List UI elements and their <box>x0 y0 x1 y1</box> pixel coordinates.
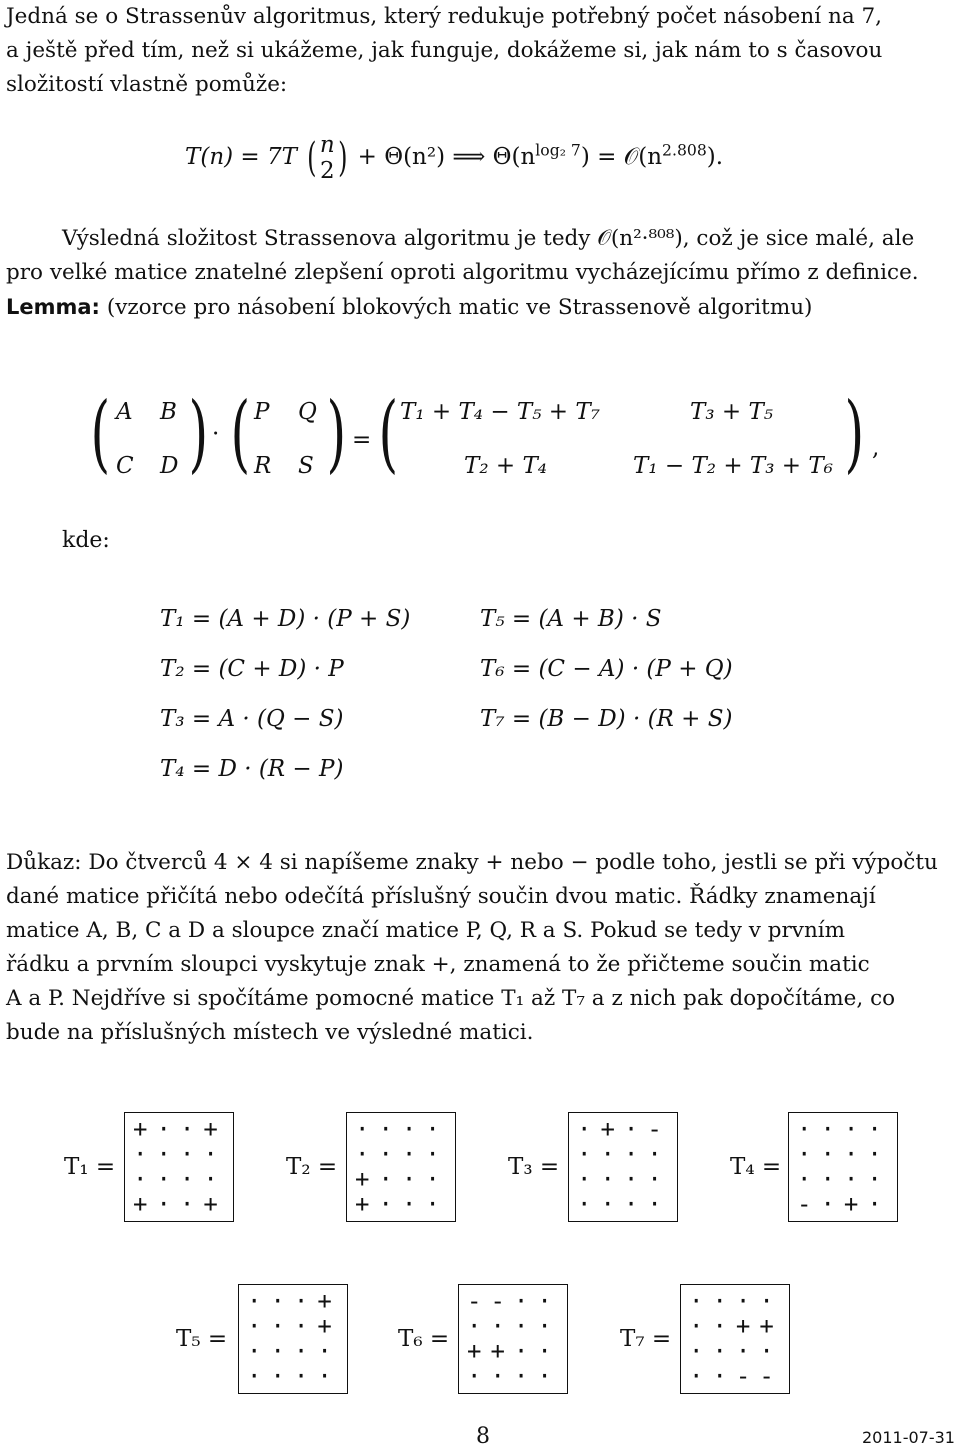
grid-row: ··-- <box>689 1362 783 1390</box>
sign-grid-t4 <box>788 1112 898 1222</box>
grid-row: -·+· <box>797 1190 891 1218</box>
grid-row: +··· <box>355 1165 449 1193</box>
kde-label: kde: <box>62 528 110 553</box>
left-paren: ( <box>307 135 317 181</box>
matrix-right-paren: ) <box>844 384 865 482</box>
sign-grid-t1 <box>124 1112 234 1222</box>
matrix-left-paren: ( <box>378 384 399 482</box>
recurrence-rest: + Θ(n²) ⟹ Θ(n <box>357 144 536 170</box>
right-paren: ) <box>337 135 348 181</box>
matrix-a-cell: A <box>116 399 133 425</box>
grid-row: ···· <box>247 1337 341 1365</box>
grid-row: ···· <box>133 1140 227 1168</box>
grid-row: +··+ <box>133 1190 227 1218</box>
grid-label-t5: T₅ = <box>176 1326 228 1352</box>
matrix-a-cell: C <box>116 453 134 479</box>
trailing-comma: , <box>872 435 880 461</box>
result-cell: T₂ + T₄ <box>464 453 548 479</box>
recurrence-end: ). <box>706 144 724 170</box>
lemma <box>6 290 956 325</box>
sign-grid-t5 <box>238 1284 348 1394</box>
proof-paragraph <box>6 846 956 1050</box>
grid-row: ···· <box>797 1115 891 1143</box>
grid-row: ···· <box>577 1165 671 1193</box>
matrix-right-paren: ) <box>326 384 347 482</box>
equals-sign: = <box>352 427 372 453</box>
grid-label-t3: T₃ = <box>508 1154 560 1180</box>
recurrence-lhs: T(n) = 7T <box>185 144 297 170</box>
sign-grid-t7 <box>680 1284 790 1394</box>
matrix-right-paren: ) <box>188 384 209 482</box>
log-exponent: log₂ 7 <box>535 140 581 160</box>
summary-line: pro velké matice znatelné zlepšení oproti algoritmu vycházejícímu přímo z definice. <box>6 260 919 285</box>
definition-t4: T₄ = D · (R − P) <box>160 756 344 782</box>
recurrence-tail: ) = 𝒪(n <box>580 144 663 170</box>
grid-label-t1: T₁ = <box>64 1154 116 1180</box>
multiply-dot: · <box>212 421 220 447</box>
grid-row: --·· <box>467 1287 561 1315</box>
definition-t3: T₃ = A · (Q − S) <box>160 706 344 732</box>
footer-date: 2011-07-31 <box>862 1428 955 1447</box>
sign-grid-t2 <box>346 1112 456 1222</box>
intro-line: složitostí vlastně pomůže: <box>6 72 288 97</box>
proof-line: řádku a prvním sloupci vyskytuje znak +, znamená to že přičteme součin matic <box>6 952 870 977</box>
grid-label-t4: T₄ = <box>730 1154 782 1180</box>
grid-row: ···· <box>577 1140 671 1168</box>
result-cell: T₁ − T₂ + T₃ + T₆ <box>633 453 833 479</box>
proof-line: matice A, B, C a D a sloupce značí matice P, Q, R a S. Pokud se tedy v prvním <box>6 918 846 943</box>
result-cell: T₃ + T₅ <box>690 399 774 425</box>
definition-t7: T₇ = (B − D) · (R + S) <box>480 706 733 732</box>
matrix-a-cell: D <box>160 453 179 479</box>
definition-t1: T₁ = (A + D) · (P + S) <box>160 606 411 632</box>
fraction-numerator: n <box>319 132 335 158</box>
matrix-b-cell: P <box>254 399 270 425</box>
grid-label-t2: T₂ = <box>286 1154 338 1180</box>
definition-t5: T₅ = (A + B) · S <box>480 606 662 632</box>
page-number: 8 <box>476 1424 490 1449</box>
grid-row: ···· <box>133 1165 227 1193</box>
grid-row: +··· <box>355 1190 449 1218</box>
fraction <box>320 132 335 184</box>
intro-paragraph <box>6 0 956 102</box>
recurrence-equation <box>185 132 723 184</box>
grid-row: ···· <box>247 1362 341 1390</box>
matrix-b-cell: R <box>254 453 272 479</box>
grid-label-t6: T₆ = <box>398 1326 450 1352</box>
lemma-text: (vzorce pro násobení blokových matic ve Strassenově algoritmu) <box>106 295 813 320</box>
lemma-label: Lemma: <box>6 295 100 319</box>
matrix-left-paren: ( <box>230 384 251 482</box>
grid-row: ···· <box>467 1362 561 1390</box>
matrix-b-cell: S <box>298 453 314 479</box>
tail-exponent: 2.808 <box>662 140 707 160</box>
proof-line: bude na příslušných místech ve výsledné matici. <box>6 1020 534 1045</box>
summary-paragraph <box>6 222 956 290</box>
proof-line: Důkaz: Do čtverců 4 × 4 si napíšeme znaky + nebo − podle toho, jestli se při výpočtu <box>6 850 938 875</box>
proof-line: A a P. Nejdříve si spočítáme pomocné matice T₁ až T₇ a z nich pak dopočítáme, co <box>6 986 896 1011</box>
intro-line: a ještě před tím, než si ukážeme, jak funguje, dokážeme si, jak nám to s časovou <box>6 38 883 63</box>
sign-grid-t6 <box>458 1284 568 1394</box>
grid-label-t7: T₇ = <box>620 1326 672 1352</box>
matrix-left-paren: ( <box>90 384 111 482</box>
intro-line: Jedná se o Strassenův algoritmus, který redukuje potřebný počet násobení na 7, <box>6 4 882 29</box>
grid-row: ···· <box>577 1190 671 1218</box>
grid-row: ··++ <box>689 1312 783 1340</box>
result-cell: T₁ + T₄ − T₅ + T₇ <box>400 399 600 425</box>
grid-row: ···· <box>355 1140 449 1168</box>
definition-t6: T₆ = (C − A) · (P + Q) <box>480 656 733 682</box>
grid-row: ···· <box>797 1165 891 1193</box>
grid-row: ···· <box>797 1140 891 1168</box>
grid-row: ·+·- <box>577 1115 671 1143</box>
proof-line: dané matice přičítá nebo odečítá příslušný součin dvou matic. Řádky znamenají <box>6 884 876 909</box>
grid-row: ++·· <box>467 1337 561 1365</box>
summary-line: Výsledná složitost Strassenova algoritmu je tedy 𝒪(n²·⁸⁰⁸), což je sice malé, ale <box>62 226 915 251</box>
matrix-b-cell: Q <box>298 399 317 425</box>
grid-row: ···+ <box>247 1312 341 1340</box>
grid-row: ···· <box>689 1287 783 1315</box>
grid-row: ···· <box>467 1312 561 1340</box>
definition-t2: T₂ = (C + D) · P <box>160 656 344 682</box>
matrix-a-cell: B <box>160 399 177 425</box>
grid-row: ···· <box>355 1115 449 1143</box>
matrix-equation <box>90 385 910 495</box>
sign-grid-t3 <box>568 1112 678 1222</box>
fraction-denominator: 2 <box>319 158 335 184</box>
grid-row: +··+ <box>133 1115 227 1143</box>
grid-row: ···+ <box>247 1287 341 1315</box>
grid-row: ···· <box>689 1337 783 1365</box>
